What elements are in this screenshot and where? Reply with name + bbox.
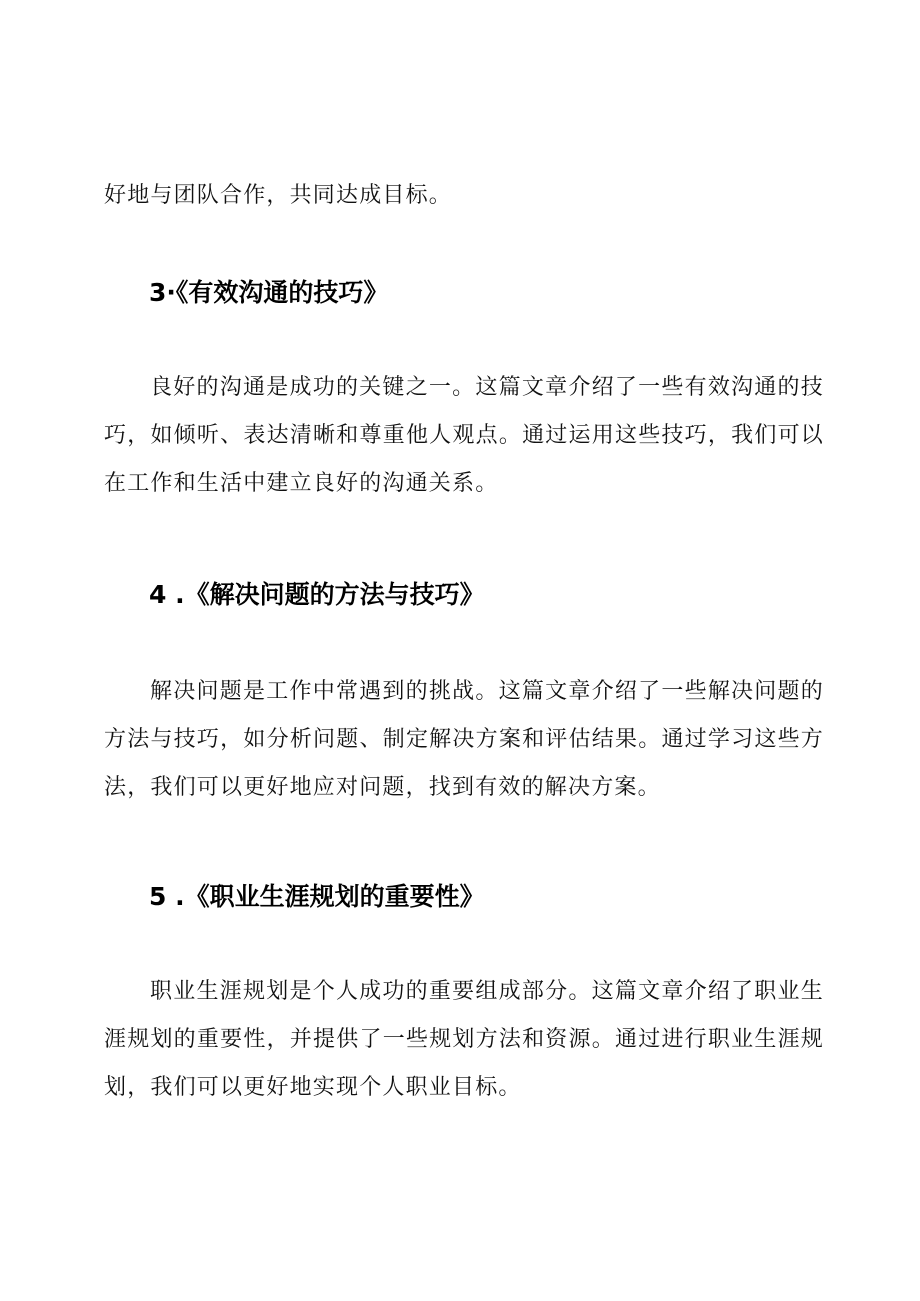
section-body-5: 职业生涯规划是个人成功的重要组成部分。这篇文章介绍了职业生涯规划的重要性，并提供了一些规划方法和资源。通过进行职业生涯规划，我们可以更好地实现个人职业目标。 [104, 979, 824, 1100]
section-heading-4: 4 .《解决问题的方法与技巧》 [149, 580, 485, 609]
section-heading-3: 3·《有效沟通的技巧》 [149, 278, 389, 307]
section-heading-5: 5 .《职业生涯规划的重要性》 [149, 882, 485, 911]
continuation-paragraph: 好地与团队合作，共同达成目标。 [104, 183, 453, 208]
section-body-3: 良好的沟通是成功的关键之一。这篇文章介绍了一些有效沟通的技巧，如倾听、表达清晰和尊重他人观点。通过运用这些技巧，我们可以在工作和生活中建立良好的沟通关系。 [104, 375, 824, 496]
section-body-4: 解决问题是工作中常遇到的挑战。这篇文章介绍了一些解决问题的方法与技巧，如分析问题、制定解决方案和评估结果。通过学习这些方法，我们可以更好地应对问题，找到有效的解决方案。 [104, 679, 824, 800]
